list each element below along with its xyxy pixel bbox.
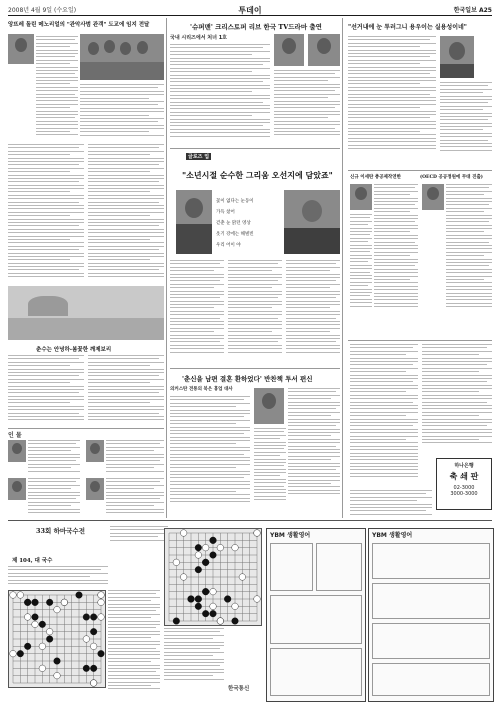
go-stone xyxy=(210,603,217,610)
go-stone xyxy=(17,592,24,599)
article-body xyxy=(80,84,164,142)
go-stone xyxy=(98,650,105,657)
col3-boxed-title-1: 신규 이세탄 총공제작연한 xyxy=(350,175,401,180)
go-stone xyxy=(195,566,202,573)
landscape-photo xyxy=(8,286,164,340)
go-stone xyxy=(195,544,202,551)
section-divider xyxy=(8,520,492,521)
article-body xyxy=(422,344,492,454)
article-body xyxy=(170,260,224,360)
go-stone xyxy=(239,574,246,581)
go-board-diagram xyxy=(8,590,106,688)
go-stone xyxy=(98,599,105,606)
article-body xyxy=(108,590,160,700)
person-photo xyxy=(8,440,26,462)
col1-headline: 앙뜨레 돌린 메노리얼의 "관악사범 관객" 도교에 임지 전달 xyxy=(8,22,150,28)
article-body xyxy=(374,184,418,334)
go-stone xyxy=(24,614,31,621)
people-section-tag: 인 물 xyxy=(8,432,22,439)
go-stone xyxy=(46,636,53,643)
portrait-photo xyxy=(284,190,340,254)
go-stone xyxy=(202,588,209,595)
bank-name: 하나은행 xyxy=(454,463,474,469)
article-body xyxy=(170,396,250,516)
go-stone xyxy=(39,665,46,672)
col1-story2-title: 춘수는 안녕하-봄꽃한 깨제보리 xyxy=(36,347,112,353)
go-stone xyxy=(232,603,239,610)
go-stone xyxy=(32,599,39,606)
article-body xyxy=(36,36,78,141)
ad-title: 축 쇄 판 xyxy=(449,472,479,481)
go-stone xyxy=(83,665,90,672)
go-stone xyxy=(90,665,97,672)
article-body xyxy=(350,344,418,486)
go-stone xyxy=(24,599,31,606)
go-stone xyxy=(98,592,105,599)
quote-headline: "소년시절 순수한 그리움 오선지에 담았죠" xyxy=(182,170,333,180)
go-stone xyxy=(217,618,224,625)
issue-date: 2008년 4월 9일 (수요일) xyxy=(8,7,77,14)
go-stone xyxy=(98,614,105,621)
section-title: 투데이 xyxy=(238,6,262,15)
article-body xyxy=(254,428,286,516)
go-stone xyxy=(46,628,53,635)
headshot-photo xyxy=(422,184,444,210)
ad-title: YBM 생활영어 xyxy=(270,532,311,539)
go-stone xyxy=(210,588,217,595)
go-stone xyxy=(17,650,24,657)
article-body xyxy=(8,355,84,425)
go-stone xyxy=(83,636,90,643)
go-stone xyxy=(232,544,239,551)
go-stone xyxy=(210,610,217,617)
ad-title: YBM 생활영어 xyxy=(372,532,413,539)
ybm-english-ad-2 xyxy=(368,528,494,702)
masthead xyxy=(8,6,492,16)
article-body xyxy=(106,440,164,476)
column-divider xyxy=(342,18,343,518)
article-body xyxy=(350,214,372,334)
article-body xyxy=(350,490,432,518)
article-body xyxy=(286,260,340,360)
go-stone xyxy=(210,537,217,544)
col3-headline: "선거내에 눈 투러그니 용우이는 실용성이네" xyxy=(348,24,467,31)
go-stone xyxy=(24,643,31,650)
group-photo xyxy=(80,34,164,80)
go-stone xyxy=(61,599,68,606)
go-stone xyxy=(90,614,97,621)
divider xyxy=(8,428,164,429)
go-stone xyxy=(224,596,231,603)
go-board-diagram xyxy=(164,528,262,626)
go-stone xyxy=(46,599,53,606)
go-stone xyxy=(217,544,224,551)
go-stone xyxy=(10,650,17,657)
go-stone xyxy=(83,614,90,621)
person-photo xyxy=(86,478,104,500)
divider xyxy=(170,148,340,149)
col3-boxed-title-2: (OECD 공공정원에 무대 진출) xyxy=(420,175,483,180)
go-stone xyxy=(195,552,202,559)
go-stone xyxy=(188,596,195,603)
go-stone xyxy=(173,618,180,625)
verse-line: 우리 어이 야 xyxy=(216,243,241,248)
ad-phone: 02-3000 xyxy=(453,485,475,491)
go-meta xyxy=(110,526,168,548)
headshot-photo xyxy=(350,184,372,210)
go-stone xyxy=(180,574,187,581)
article-body xyxy=(348,36,436,166)
article-body xyxy=(274,70,340,142)
bank-ad-box xyxy=(436,458,492,510)
go-stone xyxy=(210,552,217,559)
paper-name: 한국일보 A25 xyxy=(453,7,492,14)
article-body xyxy=(88,144,164,284)
ad-phone: 3000-3000 xyxy=(450,491,478,497)
go-stone xyxy=(254,596,261,603)
article-body xyxy=(164,628,224,688)
article-body xyxy=(88,355,164,425)
col2-story3-sub: 의커스탄 전통의 북은 홍업 대사 xyxy=(170,387,233,392)
go-stone xyxy=(76,592,83,599)
headshot-photo xyxy=(274,34,304,66)
go-stone xyxy=(32,621,39,628)
go-stone xyxy=(54,606,61,613)
go-stone xyxy=(202,559,209,566)
verse-line: 꽃이 없다는 눈동이 xyxy=(216,199,254,204)
col2-headline: '슈퍼맨' 크리스토퍼 리브 한국 TV드라마 출연 xyxy=(190,23,322,31)
go-game-number: 제 104, 대 국수 xyxy=(12,558,53,564)
go-stone xyxy=(254,530,261,537)
headshot-photo xyxy=(254,388,284,424)
go-stone xyxy=(173,559,180,566)
go-stone xyxy=(180,530,187,537)
divider xyxy=(348,340,492,341)
article-body xyxy=(228,260,282,360)
article-body xyxy=(106,478,164,518)
divider xyxy=(348,170,492,171)
article-body xyxy=(288,388,340,516)
go-stone xyxy=(232,618,239,625)
headshot-photo xyxy=(8,34,34,64)
verse-line: 걷춘 눈 맑던 영상 xyxy=(216,221,251,226)
go-stone xyxy=(90,643,97,650)
go-column-title: 33회 하마국수전 xyxy=(36,527,85,535)
go-stone xyxy=(195,603,202,610)
divider xyxy=(170,368,340,369)
go-stone xyxy=(90,680,97,687)
headshot-photo xyxy=(308,34,340,66)
go-stone xyxy=(54,658,61,665)
verse-line: 옷기 강에는 해벌빈 xyxy=(216,232,254,237)
portrait-photo xyxy=(176,190,212,254)
go-stone xyxy=(202,610,209,617)
go-sponsor: 한국통신 xyxy=(228,686,250,692)
go-stone xyxy=(39,621,46,628)
article-body xyxy=(170,44,270,142)
article-body xyxy=(440,82,492,166)
go-stone xyxy=(10,592,17,599)
go-stone xyxy=(39,643,46,650)
article-body xyxy=(446,184,492,334)
col2-story3-title: '춘신을 남편 결혼 환하었다' 반찬책 투서 편신 xyxy=(182,375,313,383)
go-stone xyxy=(32,614,39,621)
article-body xyxy=(8,566,108,588)
go-stone xyxy=(195,596,202,603)
person-photo xyxy=(86,440,104,462)
col2-subhead: 국내 시리즈에서 처녀 1호 xyxy=(170,35,228,41)
headshot-photo xyxy=(440,36,474,78)
verse-block xyxy=(216,196,270,251)
go-stone xyxy=(90,628,97,635)
ybm-english-ad-1 xyxy=(266,528,366,702)
go-stone xyxy=(202,544,209,551)
go-stone xyxy=(54,672,61,679)
article-body xyxy=(28,478,80,518)
person-photo xyxy=(8,478,26,500)
article-body xyxy=(28,440,80,476)
close-up-tag: 글로즈 업 xyxy=(188,154,210,160)
article-body xyxy=(8,144,84,284)
verse-line: 가득 찼어 xyxy=(216,210,235,215)
column-divider xyxy=(166,18,167,518)
